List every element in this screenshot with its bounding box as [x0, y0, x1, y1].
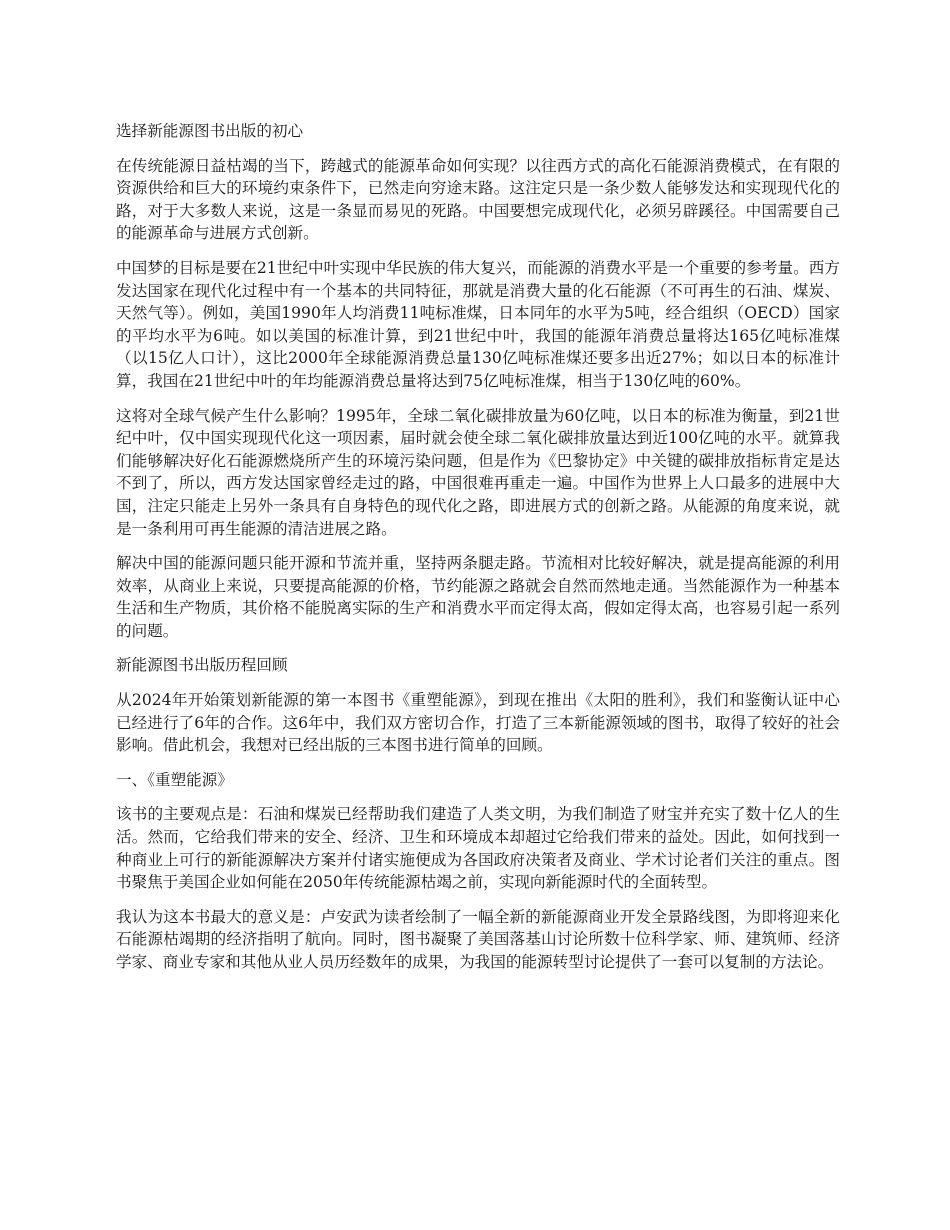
paragraph-book-significance: 我认为这本书最大的意义是：卢安武为读者绘制了一幅全新的新能源商业开发全景路线图，为即将迎来化石能源枯竭期的经济指明了航向。同时，图书凝聚了美国落基山讨论所数十位科学家、师、建筑师、经济学家、商业专家和其他从业人员历经数年的成果，为我国的能源转型讨论提供了一套可以复制的方法论。 — [116, 907, 840, 971]
section-heading-history-review: 新能源图书出版历程回顾 — [116, 656, 288, 675]
section-heading-book-one: 一、《重塑能源》 — [116, 770, 233, 789]
paragraph-six-years-cooperation: 从2024年开始策划新能源的第一本图书《重塑能源》，到现在推出《太阳的胜利》，我们和鉴衡认证中心已经进行了6年的合作。这6年中，我们双方密切合作，打造了三本新能源领域的图书，取得了较好的社会影响。借此机会，我想对已经出版的三本图书进行简单的回顾。 — [116, 691, 840, 755]
paragraph-energy-revolution: 在传统能源日益枯竭的当下，跨越式的能源革命如何实现？以往西方式的高化石能源消费模式，在有限的资源供给和巨大的环境约束条件下，已然走向穷途末路。这注定只是一条少数人能够发达和实现现代化的路，对于大多数人来说，这是一条显而易见的死路。中国要想完成现代化，必须另辟蹊径。中国需要自己的能源革命与进展方式创新。 — [116, 156, 840, 243]
paragraph-open-source-save: 解决中国的能源问题只能开源和节流并重，坚持两条腿走路。节流相对比较好解决，就是提高能源的利用效率，从商业上来说，只要提高能源的价格，节约能源之路就会自然而然地走通。当然能源作为一种基本生活和生产物质，其价格不能脱离实际的生产和消费水平而定得太高，假如定得太高，也容易引起一系列的问题。 — [116, 554, 840, 640]
section-heading-initial-intent: 选择新能源图书出版的初心 — [116, 122, 304, 140]
paragraph-book-main-view: 该书的主要观点是：石油和煤炭已经帮助我们建造了人类文明，为我们制造了财宝并充实了数十亿人的生活。然而，它给我们带来的安全、经济、卫生和环境成本却超过它给我们带来的益处。因此，如何找到一种商业上可行的新能源解决方案并付诸实施便成为各国政府决策者及商业、学术讨论者们关注的重点。图书聚焦于美国企业如何能在2050年传统能源枯竭之前，实现向新能源时代的全面转型。 — [116, 805, 840, 892]
paragraph-china-dream-energy: 中国梦的目标是要在21世纪中叶实现中华民族的伟大复兴，而能源的消费水平是一个重要的参考量。西方发达国家在现代化过程中有一个基本的共同特征，那就是消费大量的化石能源（不可再生的石油、煤炭、天然气等）。例如，美国1990年人均消费11吨标准煤，日本同年的水平为5吨，经合组织（OECD）国家的平均水平为6吨。如以美国的标准计算，到21世纪中叶，我国的能源年消费总量将达165亿吨标准煤（以15亿人口计），这比2000年全球能源消费总量130亿吨标准煤还要多出近27%；如以日本的标准计算，我国在21世纪中叶的年均能源消费总量将达到75亿吨标准煤，相当于130亿吨的60%。 — [116, 258, 840, 390]
document-page — [116, 120, 840, 986]
paragraph-climate-impact: 这将对全球气候产生什么影响？1995年，全球二氧化碳排放量为60亿吨，以日本的标准为衡量，到21世纪中叶，仅中国实现现代化这一项因素，届时就会使全球二氧化碳排放量达到近100亿吨的水平。就算我们能够解决好化石能源燃烧所产生的环境污染问题，但是作为《巴黎协定》中关键的碳排放指标肯定是达不到了，所以，西方发达国家曾经走过的路，中国很难再重走一遍。中国作为世界上人口最多的进展中大国，注定只能走上另外一条具有自身特色的现代化之路，即进展方式的创新之路。从能源的角度来说，就是一条利用可再生能源的清洁进展之路。 — [116, 406, 840, 538]
